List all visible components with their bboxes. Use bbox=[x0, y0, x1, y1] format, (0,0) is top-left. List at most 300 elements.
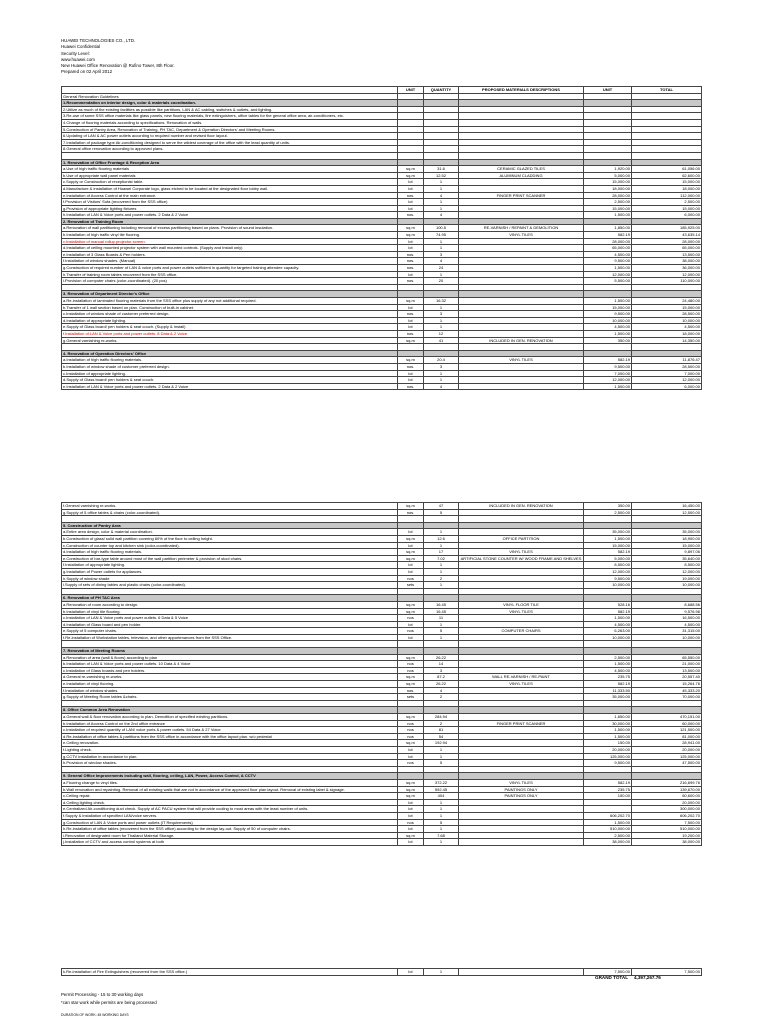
item-material bbox=[459, 251, 584, 258]
item-total: 28,941.00 bbox=[632, 740, 702, 747]
item-description: g.Construction of LAN & Voice ports and power outlets (IT Requirements) bbox=[62, 819, 398, 826]
item-unit-price bbox=[584, 106, 632, 113]
item-unit: nos bbox=[398, 615, 424, 622]
item-unit-price: 7,000.00 bbox=[584, 370, 632, 377]
item-material bbox=[459, 238, 584, 245]
table-row bbox=[62, 126, 702, 133]
item-material bbox=[459, 205, 584, 212]
item-total: 35,640.00 bbox=[632, 555, 702, 562]
item-material: VINYL TILES bbox=[459, 232, 584, 239]
item-total: 19,200.00 bbox=[632, 832, 702, 839]
item-total: 470,151.00 bbox=[632, 714, 702, 721]
item-total: 12,000.00 bbox=[632, 377, 702, 384]
item-unit-price: 1,650.00 bbox=[584, 714, 632, 721]
item-unit bbox=[398, 350, 424, 357]
item-unit: lot bbox=[398, 621, 424, 628]
item-total: 6,000.00 bbox=[632, 212, 702, 219]
item-quantity bbox=[424, 522, 459, 529]
item-description: g.Supply of Meeting Room tables &chairs. bbox=[62, 694, 398, 701]
table-row bbox=[62, 330, 702, 337]
item-total bbox=[632, 516, 702, 523]
item-material bbox=[459, 317, 584, 324]
item-description: h.Re-installation of office tables (recovered from the SSS office) according to the design lay-out. Supply of 50 of computer chairs. bbox=[62, 826, 398, 833]
item-material: VINYL TILES bbox=[459, 779, 584, 786]
item-description: 5. Construction of Pantry Area bbox=[62, 522, 398, 529]
table-row bbox=[62, 139, 702, 146]
item-quantity bbox=[424, 106, 459, 113]
grand-total-label: GRAND TOTAL bbox=[595, 975, 629, 980]
item-material bbox=[459, 542, 584, 549]
item-unit bbox=[398, 106, 424, 113]
item-unit: lot bbox=[398, 969, 424, 976]
item-unit-price: 582.19 bbox=[584, 232, 632, 239]
item-unit: nos bbox=[398, 727, 424, 734]
item-unit-price: 1,500.00 bbox=[584, 212, 632, 219]
item-material bbox=[459, 819, 584, 826]
item-unit: nos. bbox=[398, 265, 424, 272]
item-description: j.Installation of CCTV and access control systems at both bbox=[62, 839, 398, 846]
item-material bbox=[459, 773, 584, 780]
item-material bbox=[459, 119, 584, 126]
item-total: 9,576.96 bbox=[632, 608, 702, 615]
item-unit: sq.m bbox=[398, 535, 424, 542]
header-unit: UNIT bbox=[398, 87, 424, 94]
table-row bbox=[62, 166, 702, 173]
item-quantity bbox=[424, 648, 459, 655]
item-unit-price: 15,000.00 bbox=[584, 304, 632, 311]
item-unit-price bbox=[584, 595, 632, 602]
item-unit: nos. bbox=[398, 687, 424, 694]
item-unit-price: 1,500.00 bbox=[584, 298, 632, 305]
item-total bbox=[632, 648, 702, 655]
item-description: a.Re-installation of laminated flooring materials from the SSS office plus supply of any not additional required. bbox=[62, 298, 398, 305]
item-material bbox=[459, 284, 584, 291]
header-quantity: QUANTITY bbox=[424, 87, 459, 94]
item-total: 31,315.00 bbox=[632, 628, 702, 635]
item-total: 28,500.00 bbox=[632, 311, 702, 318]
item-material bbox=[459, 185, 584, 192]
item-unit-price bbox=[584, 522, 632, 529]
item-description: d.Installation of Glass board and pen holder. bbox=[62, 621, 398, 628]
item-unit: nos bbox=[398, 760, 424, 767]
item-total bbox=[632, 291, 702, 298]
item-unit: lot bbox=[398, 370, 424, 377]
item-unit-price: 15,000.00 bbox=[584, 179, 632, 186]
item-unit-price: 12,000.00 bbox=[584, 377, 632, 384]
item-material: VINYL TILES bbox=[459, 608, 584, 615]
item-material bbox=[459, 746, 584, 753]
item-total: 15,000.00 bbox=[632, 542, 702, 549]
item-total: 38,000.00 bbox=[632, 839, 702, 846]
item-unit bbox=[398, 100, 424, 107]
table-row bbox=[62, 225, 702, 232]
item-unit bbox=[398, 159, 424, 166]
item-quantity bbox=[424, 773, 459, 780]
item-unit: lot bbox=[398, 245, 424, 252]
item-unit-price: 11,333.50 bbox=[584, 687, 632, 694]
item-quantity bbox=[424, 344, 459, 351]
item-unit bbox=[398, 126, 424, 133]
item-material bbox=[459, 330, 584, 337]
table-row bbox=[62, 113, 702, 120]
item-material bbox=[459, 700, 584, 707]
item-unit: sq.m bbox=[398, 779, 424, 786]
item-material bbox=[459, 562, 584, 569]
item-unit-price: 65,000.00 bbox=[584, 245, 632, 252]
item-unit-price: 1,920.00 bbox=[584, 166, 632, 173]
item-unit-price: 582.19 bbox=[584, 357, 632, 364]
item-unit bbox=[398, 284, 424, 291]
item-description: c.Construction of counter top and kitchen sink (color-coordinated). bbox=[62, 542, 398, 549]
item-description: k.Re-installation of Fire Extinguishers (recovered from the SSS office.) bbox=[62, 969, 398, 976]
item-material bbox=[459, 615, 584, 622]
item-quantity: 54 bbox=[424, 733, 459, 740]
table-row bbox=[62, 733, 702, 740]
item-total bbox=[632, 100, 702, 107]
grand-total-value: 4,397,267.76 bbox=[634, 975, 661, 980]
table-row bbox=[62, 746, 702, 753]
item-unit: nos. bbox=[398, 330, 424, 337]
item-description: f.Installation of appropriate lighting. bbox=[62, 562, 398, 569]
item-unit: lot bbox=[398, 568, 424, 575]
item-material bbox=[459, 311, 584, 318]
table-row bbox=[62, 363, 702, 370]
item-quantity: 16.45 bbox=[424, 601, 459, 608]
item-total bbox=[632, 106, 702, 113]
header-unit-price: UNIT bbox=[584, 87, 632, 94]
item-unit: lot bbox=[398, 199, 424, 206]
item-description: b.Use of appropriate wall panel materials bbox=[62, 172, 398, 179]
item-total: 10,000.00 bbox=[632, 317, 702, 324]
item-material bbox=[459, 370, 584, 377]
item-total: 110,000.00 bbox=[632, 278, 702, 285]
item-unit: nos. bbox=[398, 278, 424, 285]
blank-row bbox=[62, 766, 702, 773]
item-unit: sq.m bbox=[398, 232, 424, 239]
blank-row bbox=[62, 641, 702, 648]
item-description: g.Construction of required number of LAN & voice ports and power outlets sufficient in quantity for targeted training attendee capacity. bbox=[62, 265, 398, 272]
blank-row bbox=[62, 700, 702, 707]
item-unit-price: 28,000.00 bbox=[584, 238, 632, 245]
item-quantity: 1 bbox=[424, 746, 459, 753]
item-unit-price bbox=[584, 707, 632, 714]
item-quantity bbox=[424, 113, 459, 120]
item-unit bbox=[398, 218, 424, 225]
item-total: 35,000.00 bbox=[632, 529, 702, 536]
item-quantity: 1 bbox=[424, 969, 459, 976]
item-material bbox=[459, 806, 584, 813]
blank-row bbox=[62, 344, 702, 351]
item-description: f.Lighting check. bbox=[62, 746, 398, 753]
item-quantity bbox=[424, 159, 459, 166]
table-row bbox=[62, 694, 702, 701]
item-total: 65,550.00 bbox=[632, 654, 702, 661]
item-material: COMPUTER CHAIRS bbox=[459, 628, 584, 635]
item-total bbox=[632, 218, 702, 225]
item-unit-price: 12,000.00 bbox=[584, 568, 632, 575]
item-total: 19,000.00 bbox=[632, 575, 702, 582]
item-quantity: 24 bbox=[424, 265, 459, 272]
item-unit bbox=[398, 766, 424, 773]
item-material bbox=[459, 509, 584, 516]
item-unit-price: 2,500.00 bbox=[584, 199, 632, 206]
item-unit-price: 2,500.00 bbox=[584, 832, 632, 839]
item-description: a.Use of high traffic flooring materials bbox=[62, 166, 398, 173]
table-row bbox=[62, 555, 702, 562]
item-quantity: 372.22 bbox=[424, 779, 459, 786]
item-material bbox=[459, 278, 584, 285]
blank-row bbox=[62, 516, 702, 523]
item-quantity: 5 bbox=[424, 509, 459, 516]
item-description: d.Re-installation of office tables & partitions from the SSS office in accordance with the office layout plan. w/o pedestal bbox=[62, 733, 398, 740]
item-unit bbox=[398, 139, 424, 146]
table-row bbox=[62, 779, 702, 786]
item-quantity: 4 bbox=[424, 687, 459, 694]
item-quantity: 100.5 bbox=[424, 225, 459, 232]
item-unit-price: 125,000.00 bbox=[584, 753, 632, 760]
item-unit-price: 235.75 bbox=[584, 674, 632, 681]
confidential-label: Huawei Confidential bbox=[61, 44, 101, 50]
item-quantity: 192.94 bbox=[424, 740, 459, 747]
item-total: 2,500.00 bbox=[632, 199, 702, 206]
item-unit: lot bbox=[398, 529, 424, 536]
item-description: d.Installation of high traffic flooring materials. bbox=[62, 549, 398, 556]
item-description: f.Provision of Visitors' Sofa (recovered from the SSS office) bbox=[62, 199, 398, 206]
item-quantity: 20.4 bbox=[424, 357, 459, 364]
item-quantity: 2 bbox=[424, 575, 459, 582]
item-material bbox=[459, 126, 584, 133]
item-description: h.Transfer of training room tables recovered from the SSS office. bbox=[62, 271, 398, 278]
item-unit-price: 1,500.00 bbox=[584, 330, 632, 337]
item-material bbox=[459, 634, 584, 641]
item-total: 62,600.00 bbox=[632, 172, 702, 179]
item-description: d.General re-varnishing re-works. bbox=[62, 674, 398, 681]
item-material: CERAMIC GLAZED TILES bbox=[459, 166, 584, 173]
item-description: c.Installation of required quantity of LAN/ voice ports & power outlets. 54 Data & 27 Voice bbox=[62, 727, 398, 734]
item-material bbox=[459, 588, 584, 595]
table-row bbox=[62, 786, 702, 793]
table-row bbox=[62, 826, 702, 833]
item-total bbox=[632, 588, 702, 595]
permit-note-2: *can star work while permits are being processed bbox=[61, 1000, 157, 1005]
item-unit-price: 6,263.00 bbox=[584, 628, 632, 635]
item-material bbox=[459, 93, 584, 100]
item-material bbox=[459, 727, 584, 734]
item-total: 125,000.00 bbox=[632, 753, 702, 760]
item-total bbox=[632, 93, 702, 100]
table-row bbox=[62, 740, 702, 747]
item-quantity: 5 bbox=[424, 628, 459, 635]
table-row bbox=[62, 357, 702, 364]
item-total bbox=[632, 146, 702, 153]
item-total: 28,000.00 bbox=[632, 238, 702, 245]
table-row bbox=[62, 172, 702, 179]
item-unit-price bbox=[584, 139, 632, 146]
item-unit: nos. bbox=[398, 363, 424, 370]
table-row bbox=[62, 311, 702, 318]
item-unit: lot bbox=[398, 562, 424, 569]
item-unit-price bbox=[584, 152, 632, 159]
item-unit-price: 2,500.00 bbox=[584, 509, 632, 516]
item-unit-price bbox=[584, 284, 632, 291]
item-quantity: 1 bbox=[424, 304, 459, 311]
item-material bbox=[459, 839, 584, 846]
table-row bbox=[62, 812, 702, 819]
item-unit-price: 582.19 bbox=[584, 779, 632, 786]
table-row bbox=[62, 265, 702, 272]
item-description: a.Entire area design, color & material coordination. bbox=[62, 529, 398, 536]
item-unit bbox=[398, 291, 424, 298]
item-total: 10,000.00 bbox=[632, 582, 702, 589]
item-material bbox=[459, 212, 584, 219]
item-unit: lot bbox=[398, 634, 424, 641]
item-material bbox=[459, 516, 584, 523]
item-unit-price: 10,000.00 bbox=[584, 317, 632, 324]
item-description: f.General varnishing re-works. bbox=[62, 503, 398, 510]
table-row bbox=[62, 674, 702, 681]
item-unit-price bbox=[584, 648, 632, 655]
blank-row bbox=[62, 284, 702, 291]
item-unit: sq.m bbox=[398, 608, 424, 615]
item-unit-price bbox=[584, 773, 632, 780]
item-description: e.Ceiling renovation. bbox=[62, 740, 398, 747]
item-unit-price: 1,500.00 bbox=[584, 819, 632, 826]
item-total: 139,670.00 bbox=[632, 786, 702, 793]
item-unit-price: 4,500.00 bbox=[584, 251, 632, 258]
table-row bbox=[62, 562, 702, 569]
item-material bbox=[459, 304, 584, 311]
cost-table-part-1 bbox=[61, 86, 702, 390]
item-material: PAINTINGS ONLY bbox=[459, 786, 584, 793]
section-header-row bbox=[62, 100, 702, 107]
item-material bbox=[459, 568, 584, 575]
item-total bbox=[632, 707, 702, 714]
table-row bbox=[62, 251, 702, 258]
header-total: TOTAL bbox=[632, 87, 702, 94]
item-material: ALUMINUM CLADDING bbox=[459, 172, 584, 179]
item-material bbox=[459, 377, 584, 384]
table-row bbox=[62, 179, 702, 186]
item-total: 9,897.06 bbox=[632, 549, 702, 556]
item-unit-price: 12,000.00 bbox=[584, 271, 632, 278]
item-unit: lot bbox=[398, 179, 424, 186]
item-total: 60,600.00 bbox=[632, 793, 702, 800]
section-header-row bbox=[62, 350, 702, 357]
item-quantity: 12.52 bbox=[424, 172, 459, 179]
item-total: 8,500.00 bbox=[632, 562, 702, 569]
item-quantity: 41 bbox=[424, 337, 459, 344]
item-quantity: 1 bbox=[424, 370, 459, 377]
item-quantity bbox=[424, 766, 459, 773]
section-header-row bbox=[62, 773, 702, 780]
item-material bbox=[459, 582, 584, 589]
item-total bbox=[632, 641, 702, 648]
item-unit: lot bbox=[398, 205, 424, 212]
table-row bbox=[62, 621, 702, 628]
item-quantity: 5 bbox=[424, 819, 459, 826]
item-quantity: 2 bbox=[424, 694, 459, 701]
item-unit: lot bbox=[398, 377, 424, 384]
item-material: WALL RE-VARNISH / RE-PAINT bbox=[459, 674, 584, 681]
item-quantity bbox=[424, 588, 459, 595]
item-quantity bbox=[424, 641, 459, 648]
item-quantity: 1 bbox=[424, 839, 459, 846]
item-description: d.Ceiling lighting check. bbox=[62, 799, 398, 806]
header-materials: PROPOSED MATERIALS DESCRIPTIONS bbox=[459, 87, 584, 94]
item-unit-price: 528.16 bbox=[584, 601, 632, 608]
item-unit bbox=[398, 344, 424, 351]
item-description: 5.Construction of Pantry Area, Renovation of Training, PH TAC, Department & Operation Directors' and Meeting Rooms. bbox=[62, 126, 398, 133]
item-description: c.Ceiling repair. bbox=[62, 793, 398, 800]
item-total: 4,500.00 bbox=[632, 324, 702, 331]
item-material bbox=[459, 529, 584, 536]
item-unit: sq.m bbox=[398, 740, 424, 747]
item-unit: lot bbox=[398, 185, 424, 192]
item-description: f.Re-installation of Workstation tables, television, and other appurtenances from the SSS Office. bbox=[62, 634, 398, 641]
item-unit-price bbox=[584, 700, 632, 707]
item-description: g.Provision of appropriate lighting fixtures bbox=[62, 205, 398, 212]
item-unit-price bbox=[584, 218, 632, 225]
item-unit: nos bbox=[398, 575, 424, 582]
item-description: b.Transfer of 1 wall section based on plan. Construction of built-in cabinet. bbox=[62, 304, 398, 311]
item-quantity bbox=[424, 100, 459, 107]
item-total: 20,557.40 bbox=[632, 674, 702, 681]
item-material bbox=[459, 245, 584, 252]
table-row bbox=[62, 727, 702, 734]
item-total: 18,000.00 bbox=[632, 330, 702, 337]
item-unit-price: 5,000.00 bbox=[584, 555, 632, 562]
item-quantity: 284.94 bbox=[424, 714, 459, 721]
item-total: 16,500.00 bbox=[632, 615, 702, 622]
table-row bbox=[62, 535, 702, 542]
item-total: 20,000.00 bbox=[632, 746, 702, 753]
item-unit-price bbox=[584, 100, 632, 107]
item-description: a.Installation of high traffic flooring materials. bbox=[62, 357, 398, 364]
item-unit: sq.m bbox=[398, 601, 424, 608]
item-material bbox=[459, 714, 584, 721]
table-row bbox=[62, 601, 702, 608]
item-description bbox=[62, 700, 398, 707]
item-material bbox=[459, 383, 584, 390]
item-quantity: 31.6 bbox=[424, 166, 459, 173]
item-quantity: 81 bbox=[424, 727, 459, 734]
item-quantity bbox=[424, 350, 459, 357]
table-row bbox=[62, 245, 702, 252]
table-row bbox=[62, 271, 702, 278]
item-unit-price: 4,500.00 bbox=[584, 667, 632, 674]
item-quantity: 12.6 bbox=[424, 535, 459, 542]
item-total: 47,500.00 bbox=[632, 760, 702, 767]
item-total: 10,000.00 bbox=[632, 634, 702, 641]
item-description: General Renovation Guidelines bbox=[62, 93, 398, 100]
item-description: 6.Updating of LAN & AC power outlets according to required number and revised floor layout. bbox=[62, 133, 398, 140]
item-material bbox=[459, 258, 584, 265]
item-material: FINGER PRINT SCANNER bbox=[459, 192, 584, 199]
item-total: 7,500.00 bbox=[632, 969, 702, 976]
item-description: d.Installation of appropriate lighting. bbox=[62, 317, 398, 324]
section-header-row bbox=[62, 707, 702, 714]
item-unit: sq.m bbox=[398, 793, 424, 800]
table-row bbox=[62, 654, 702, 661]
item-description bbox=[62, 516, 398, 523]
item-description: 9. General Office Improvements including wall, flooring, ceiling, LAN, Power, Access Control, & CCTV bbox=[62, 773, 398, 780]
item-quantity: 3 bbox=[424, 311, 459, 318]
item-unit-price bbox=[584, 350, 632, 357]
item-quantity: 1 bbox=[424, 317, 459, 324]
table-row bbox=[62, 799, 702, 806]
item-material bbox=[459, 621, 584, 628]
item-unit-price: 150.00 bbox=[584, 793, 632, 800]
